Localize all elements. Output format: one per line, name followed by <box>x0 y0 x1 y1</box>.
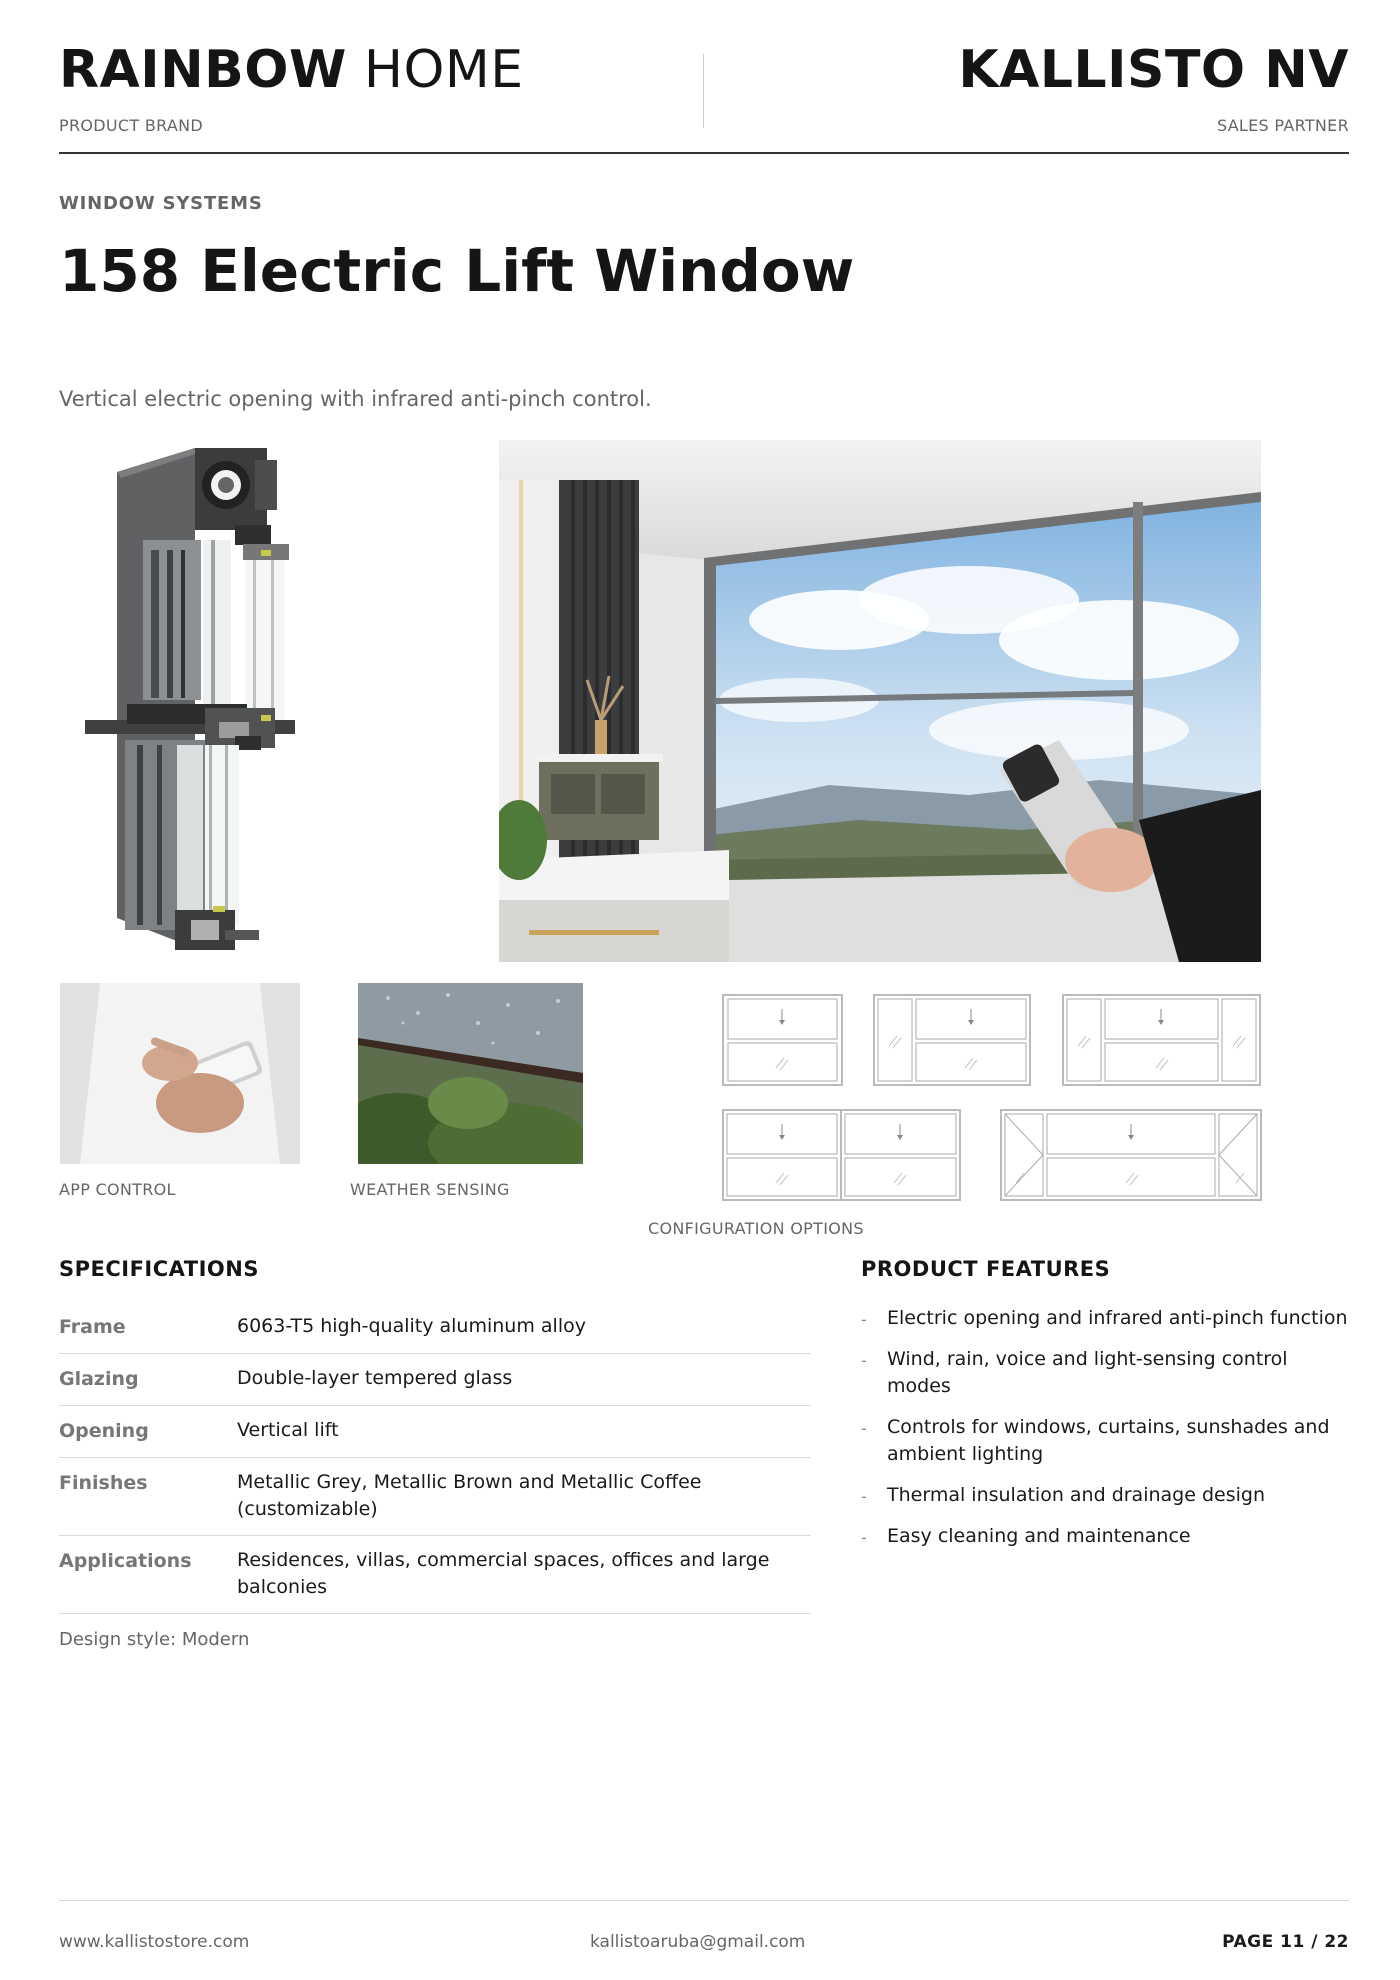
bullet-dash: - <box>861 1528 867 1547</box>
product-brand <box>59 40 524 135</box>
design-style-note: Design style: Modern <box>59 1629 250 1650</box>
bullet-dash: - <box>861 1351 867 1370</box>
page-number: PAGE 11 / 22 <box>1222 1932 1349 1952</box>
configuration-option-5 <box>1000 1109 1262 1201</box>
weather-sensing-caption: WEATHER SENSING <box>350 1180 510 1199</box>
product-features-heading: PRODUCT FEATURES <box>861 1257 1111 1281</box>
footer-website-link[interactable]: www.kallistostore.com <box>59 1932 250 1952</box>
weather-sensing-photo <box>358 983 583 1164</box>
feature-text: Wind, rain, voice and light-sensing control modes <box>887 1348 1288 1397</box>
feature-text: Controls for windows, curtains, sunshades and ambient lighting <box>887 1416 1330 1465</box>
partner-name: KALLISTO NV <box>958 40 1349 100</box>
spec-key: Frame <box>59 1316 126 1338</box>
spec-value: Residences, villas, commercial spaces, offices and large balconies <box>237 1549 770 1598</box>
footer-divider <box>59 1900 1349 1901</box>
brand-name-light: HOME <box>363 40 524 100</box>
configuration-option-4 <box>722 1109 961 1201</box>
spec-row-opening <box>59 1406 811 1458</box>
configuration-option-2 <box>873 994 1031 1086</box>
feature-item <box>861 1346 1351 1400</box>
feature-text: Electric opening and infrared anti-pinch function <box>887 1307 1348 1329</box>
spec-row-finishes <box>59 1458 811 1536</box>
spec-key: Applications <box>59 1550 192 1572</box>
spec-value: 6063-T5 high-quality aluminum alloy <box>237 1315 586 1337</box>
specifications-table <box>59 1302 811 1614</box>
feature-text: Easy cleaning and maintenance <box>887 1525 1191 1547</box>
feature-item <box>861 1305 1351 1332</box>
bullet-dash: - <box>861 1419 867 1438</box>
spec-value: Double-layer tempered glass <box>237 1367 513 1389</box>
sales-partner <box>958 40 1349 135</box>
configuration-option-3 <box>1062 994 1261 1086</box>
spec-key: Opening <box>59 1420 149 1442</box>
brand-label: PRODUCT BRAND <box>59 116 204 135</box>
product-category: WINDOW SYSTEMS <box>59 193 263 214</box>
feature-text: Thermal insulation and drainage design <box>887 1484 1265 1506</box>
page-header <box>59 40 1349 154</box>
spec-key: Finishes <box>59 1472 148 1494</box>
specifications-heading: SPECIFICATIONS <box>59 1257 259 1281</box>
spec-row-applications <box>59 1536 811 1614</box>
spec-row-glazing <box>59 1354 811 1406</box>
partner-label: SALES PARTNER <box>1216 116 1349 135</box>
product-subtitle: Vertical electric opening with infrared anti-pinch control. <box>59 387 652 411</box>
configuration-option-1 <box>722 994 843 1086</box>
feature-item <box>861 1414 1351 1468</box>
spec-value: Metallic Grey, Metallic Brown and Metallic Coffee (customizable) <box>237 1471 702 1520</box>
app-control-photo <box>60 983 300 1164</box>
brand-name-bold: RAINBOW <box>59 40 347 100</box>
configuration-options-caption: CONFIGURATION OPTIONS <box>648 1219 864 1238</box>
spec-row-frame <box>59 1302 811 1354</box>
feature-item <box>861 1523 1351 1550</box>
profile-section-image <box>85 440 335 960</box>
bullet-dash: - <box>861 1487 867 1506</box>
header-divider <box>703 54 704 128</box>
spec-value: Vertical lift <box>237 1419 339 1441</box>
product-title: 158 Electric Lift Window <box>59 237 855 305</box>
room-lifestyle-photo <box>499 440 1261 962</box>
brand-name <box>59 40 524 100</box>
feature-item <box>861 1482 1351 1509</box>
app-control-caption: APP CONTROL <box>59 1180 176 1199</box>
bullet-dash: - <box>861 1310 867 1329</box>
spec-key: Glazing <box>59 1368 139 1390</box>
footer-email-link[interactable]: kallistoaruba@gmail.com <box>590 1932 806 1952</box>
product-features-list <box>861 1305 1351 1564</box>
